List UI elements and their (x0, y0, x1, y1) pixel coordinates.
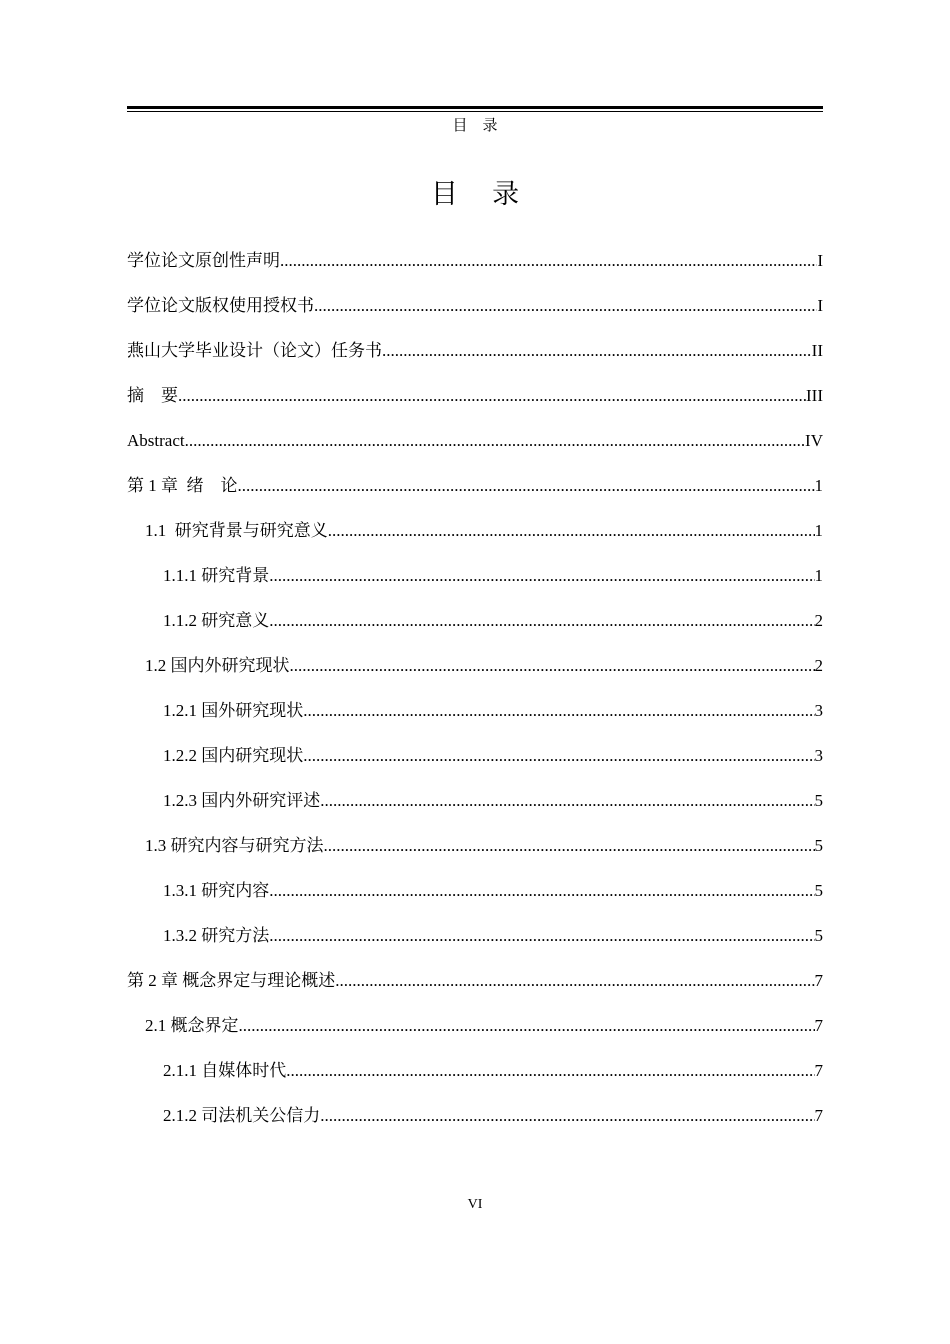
toc-entry-page: 1 (814, 520, 823, 540)
toc-entry[interactable] (127, 328, 823, 373)
toc-leader-dots (178, 382, 806, 410)
toc-entry-page: 1 (814, 475, 823, 495)
toc-entry-label: 1.1.2 研究意义 (163, 610, 270, 630)
toc-leader-dots (185, 427, 805, 455)
toc-leader-dots (328, 517, 815, 545)
toc-leader-dots (269, 607, 814, 635)
toc-leader-dots (290, 652, 815, 680)
toc-entry[interactable] (127, 823, 823, 868)
toc-entry[interactable] (127, 958, 823, 1003)
table-of-contents (127, 238, 823, 1138)
toc-entry-page: II (811, 340, 823, 360)
toc-entry-page: 3 (814, 745, 823, 765)
toc-leader-dots (269, 562, 814, 590)
toc-entry-label: 1.1.1 研究背景 (163, 565, 270, 585)
toc-entry-label: 2.1.1 自媒体时代 (163, 1060, 287, 1080)
toc-entry-label: 1.3.2 研究方法 (163, 925, 270, 945)
toc-entry-label: 2.1.2 司法机关公信力 (163, 1105, 321, 1125)
toc-entry[interactable] (127, 598, 823, 643)
toc-entry-label: 1.2.3 国内外研究评述 (163, 790, 321, 810)
toc-entry-label: 第 2 章 概念界定与理论概述 (127, 970, 336, 990)
toc-entry-page: 5 (814, 925, 823, 945)
toc-leader-dots (269, 922, 814, 950)
toc-entry[interactable] (127, 1003, 823, 1048)
toc-entry-page: IV (805, 430, 823, 450)
toc-leader-dots (280, 247, 817, 275)
page-number: VI (467, 1197, 483, 1212)
toc-entry-page: 7 (814, 1060, 823, 1080)
toc-entry-page: I (817, 295, 823, 315)
toc-entry-page: 2 (814, 610, 823, 630)
header-rule-thick (127, 106, 823, 109)
toc-entry-page: 3 (814, 700, 823, 720)
toc-entry-label: 学位论文版权使用授权书 (127, 295, 314, 315)
toc-entry[interactable] (127, 553, 823, 598)
toc-leader-dots (314, 292, 817, 320)
toc-entry-page: 7 (814, 970, 823, 990)
toc-entry-page: 5 (814, 835, 823, 855)
toc-entry-label: 1.3 研究内容与研究方法 (145, 835, 324, 855)
toc-entry[interactable] (127, 373, 823, 418)
toc-entry-page: 7 (814, 1105, 823, 1125)
toc-entry-label: 摘 要 (127, 385, 178, 405)
toc-entry-page: 5 (814, 790, 823, 810)
running-header: 目 录 (452, 118, 498, 134)
toc-entry-page: I (817, 250, 823, 270)
toc-entry-label: 1.1 研究背景与研究意义 (145, 520, 328, 540)
toc-entry[interactable] (127, 688, 823, 733)
header-rule-thin (127, 111, 823, 112)
toc-entry[interactable] (127, 913, 823, 958)
toc-entry-label: 第 1 章 绪 论 (127, 475, 238, 495)
toc-entry-label: 1.3.1 研究内容 (163, 880, 270, 900)
toc-entry[interactable] (127, 508, 823, 553)
toc-title: 目 录 (430, 179, 520, 210)
toc-entry[interactable] (127, 1048, 823, 1093)
toc-leader-dots (320, 1102, 814, 1130)
toc-entry-page: 5 (814, 880, 823, 900)
toc-leader-dots (239, 1012, 815, 1040)
toc-entry-label: 2.1 概念界定 (145, 1015, 239, 1035)
toc-entry[interactable] (127, 418, 823, 463)
toc-entry[interactable] (127, 733, 823, 778)
toc-entry-page: 1 (814, 565, 823, 585)
toc-entry-label: 1.2.2 国内研究现状 (163, 745, 304, 765)
toc-entry[interactable] (127, 1093, 823, 1138)
toc-entry-page: III (806, 385, 823, 405)
toc-leader-dots (335, 967, 814, 995)
toc-entry-page: 7 (814, 1015, 823, 1035)
toc-leader-dots (303, 742, 814, 770)
toc-entry[interactable] (127, 283, 823, 328)
toc-entry-label: Abstract (127, 430, 185, 450)
toc-entry[interactable] (127, 778, 823, 823)
toc-entry-page: 2 (814, 655, 823, 675)
toc-entry-label: 燕山大学毕业设计（论文）任务书 (127, 340, 382, 360)
toc-leader-dots (324, 832, 815, 860)
toc-entry-label: 学位论文原创性声明 (127, 250, 280, 270)
toc-entry-label: 1.2 国内外研究现状 (145, 655, 290, 675)
toc-entry[interactable] (127, 643, 823, 688)
toc-leader-dots (286, 1057, 814, 1085)
toc-leader-dots (303, 697, 814, 725)
toc-leader-dots (382, 337, 812, 365)
toc-entry[interactable] (127, 463, 823, 508)
toc-leader-dots (238, 472, 815, 500)
toc-entry[interactable] (127, 868, 823, 913)
toc-entry-label: 1.2.1 国外研究现状 (163, 700, 304, 720)
toc-leader-dots (269, 877, 814, 905)
toc-leader-dots (320, 787, 814, 815)
toc-entry[interactable] (127, 238, 823, 283)
